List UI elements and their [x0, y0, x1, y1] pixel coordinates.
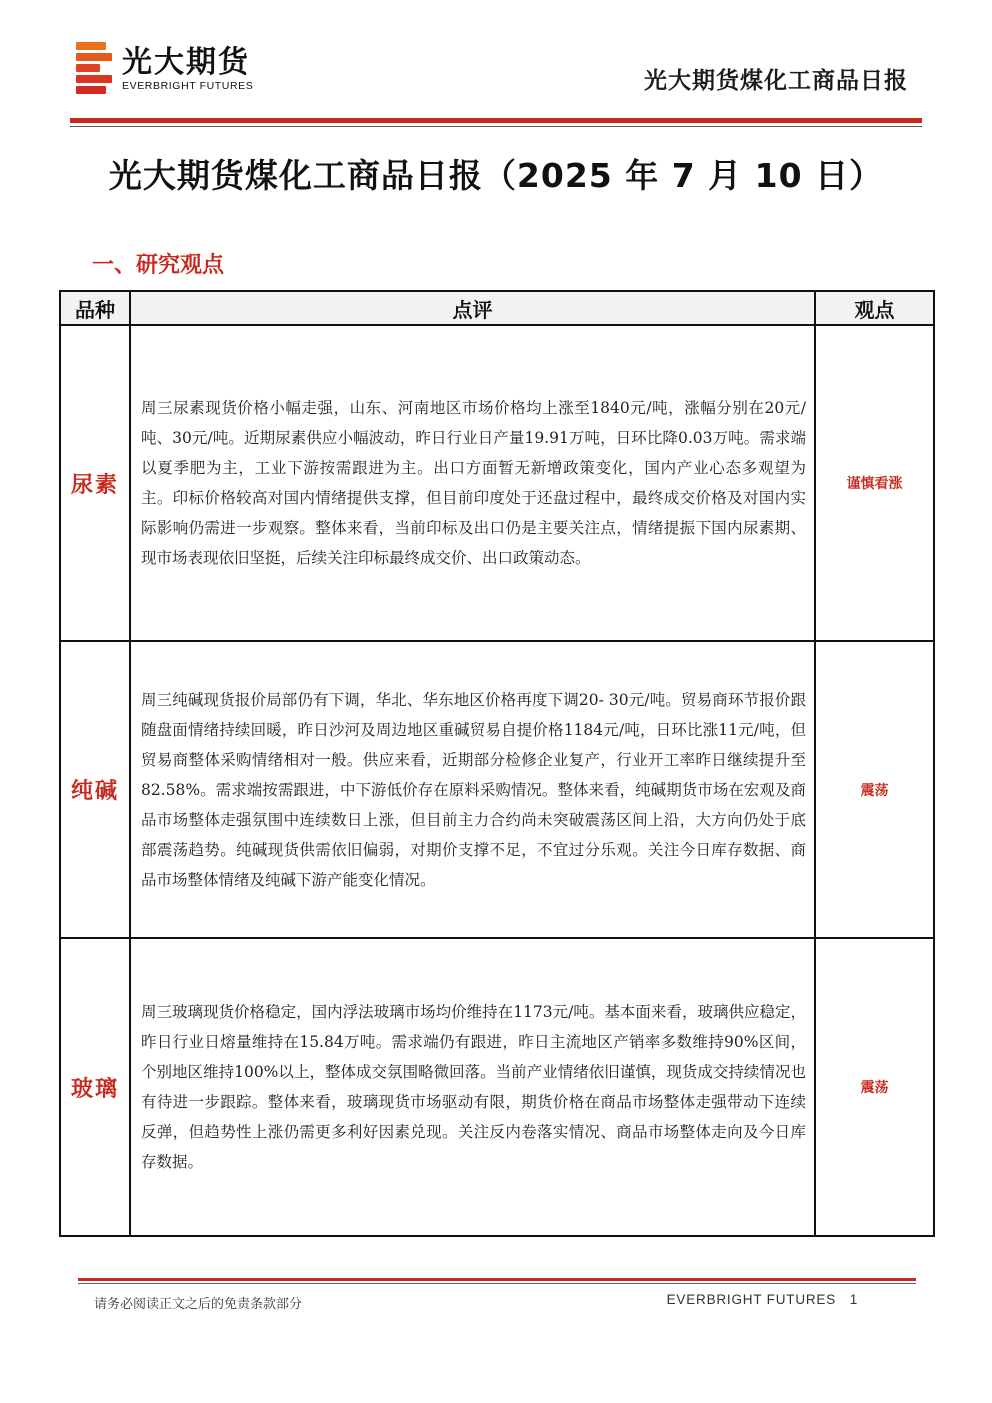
footer-brand-page	[667, 1292, 858, 1307]
view-cell: 震荡	[815, 641, 934, 938]
footer-brand: EVERBRIGHT FUTURES	[666, 1292, 837, 1307]
header-view: 观点	[815, 291, 934, 325]
variety-cell: 玻璃	[60, 938, 130, 1236]
variety-cell: 纯碱	[60, 641, 130, 938]
header-variety: 品种	[60, 291, 130, 325]
header-rule-red	[70, 118, 922, 123]
logo-cn-text: 光大期货	[122, 45, 250, 80]
view-cell: 谨慎看涨	[815, 325, 934, 641]
page-number: 1	[849, 1292, 858, 1307]
header-title: 光大期货煤化工商品日报	[644, 68, 908, 94]
comment-cell: 周三玻璃现货价格稳定，国内浮法玻璃市场均价维持在1173元/吨。基本面来看，玻璃供应稳定，昨日行业日熔量维持在15.84万吨。需求端仍有跟进，昨日主流地区产销率多数维持90%区间，个别地区维持100%以上，整体成交氛围略微回落。当前产业情绪依旧谨慎，现货成交持续情况也有待进一步跟踪。整体来看，玻璃现货市场驱动有限，期货价格在商品市场整体走强带动下连续反弹，但趋势性上涨仍需更多利好因素兑现。关注反内卷落实情况、商品市场整体走向及今日库存数据。	[130, 938, 815, 1236]
table-row	[60, 938, 934, 1236]
section-title: 一、研究观点	[92, 253, 225, 278]
view-cell: 震荡	[815, 938, 934, 1236]
comment-cell: 周三纯碱现货报价局部仍有下调，华北、华东地区价格再度下调20- 30元/吨。贸易商环节报价跟随盘面情绪持续回暖，昨日沙河及周边地区重碱贸易自提价格1184元/吨，日环比涨11元/吨，但贸易商整体采购情绪相对一般。供应来看，近期部分检修企业复产，行业开工率昨日继续提升至82.58%。需求端按需跟进，中下游低价存在原料采购情况。整体来看，纯碱期货市场在宏观及商品市场整体走强氛围中连续数日上涨，但目前主力合约尚未突破震荡区间上沿，大方向仍处于底部震荡趋势。纯碱现货供需依旧偏弱，对期价支撑不足，不宜过分乐观。关注今日库存数据、商品市场整体情绪及纯碱下游产能变化情况。	[130, 641, 815, 938]
table-row	[60, 325, 934, 641]
company-logo	[76, 42, 253, 96]
variety-cell: 尿素	[60, 325, 130, 641]
footer-rule-red	[78, 1278, 916, 1281]
header-rule-dark	[70, 126, 922, 127]
header-comment: 点评	[130, 291, 815, 325]
everbright-logo-icon	[76, 42, 112, 96]
research-table	[59, 290, 935, 1237]
logo-en-text: EVERBRIGHT FUTURES	[122, 80, 254, 92]
footer-rule-dark	[78, 1283, 916, 1284]
table-row	[60, 641, 934, 938]
footer-disclaimer: 请务必阅读正文之后的免责条款部分	[94, 1297, 303, 1312]
table-header-row	[60, 291, 934, 325]
comment-cell: 周三尿素现货价格小幅走强，山东、河南地区市场价格均上涨至1840元/吨，涨幅分别在20元/吨、30元/吨。近期尿素供应小幅波动，昨日行业日产量19.91万吨，日环比降0.03万吨。需求端以夏季肥为主，工业下游按需跟进为主。出口方面暂无新增政策变化，国内产业心态多观望为主。印标价格较高对国内情绪提供支撑，但目前印度处于还盘过程中，最终成交价格及对国内实际影响仍需进一步观察。整体来看，当前印标及出口仍是主要关注点，情绪提振下国内尿素期、现市场表现依旧坚挺，后续关注印标最终成交价、出口政策动态。	[130, 325, 815, 641]
document-title: 光大期货煤化工商品日报（2025 年 7 月 10 日）	[108, 156, 884, 195]
